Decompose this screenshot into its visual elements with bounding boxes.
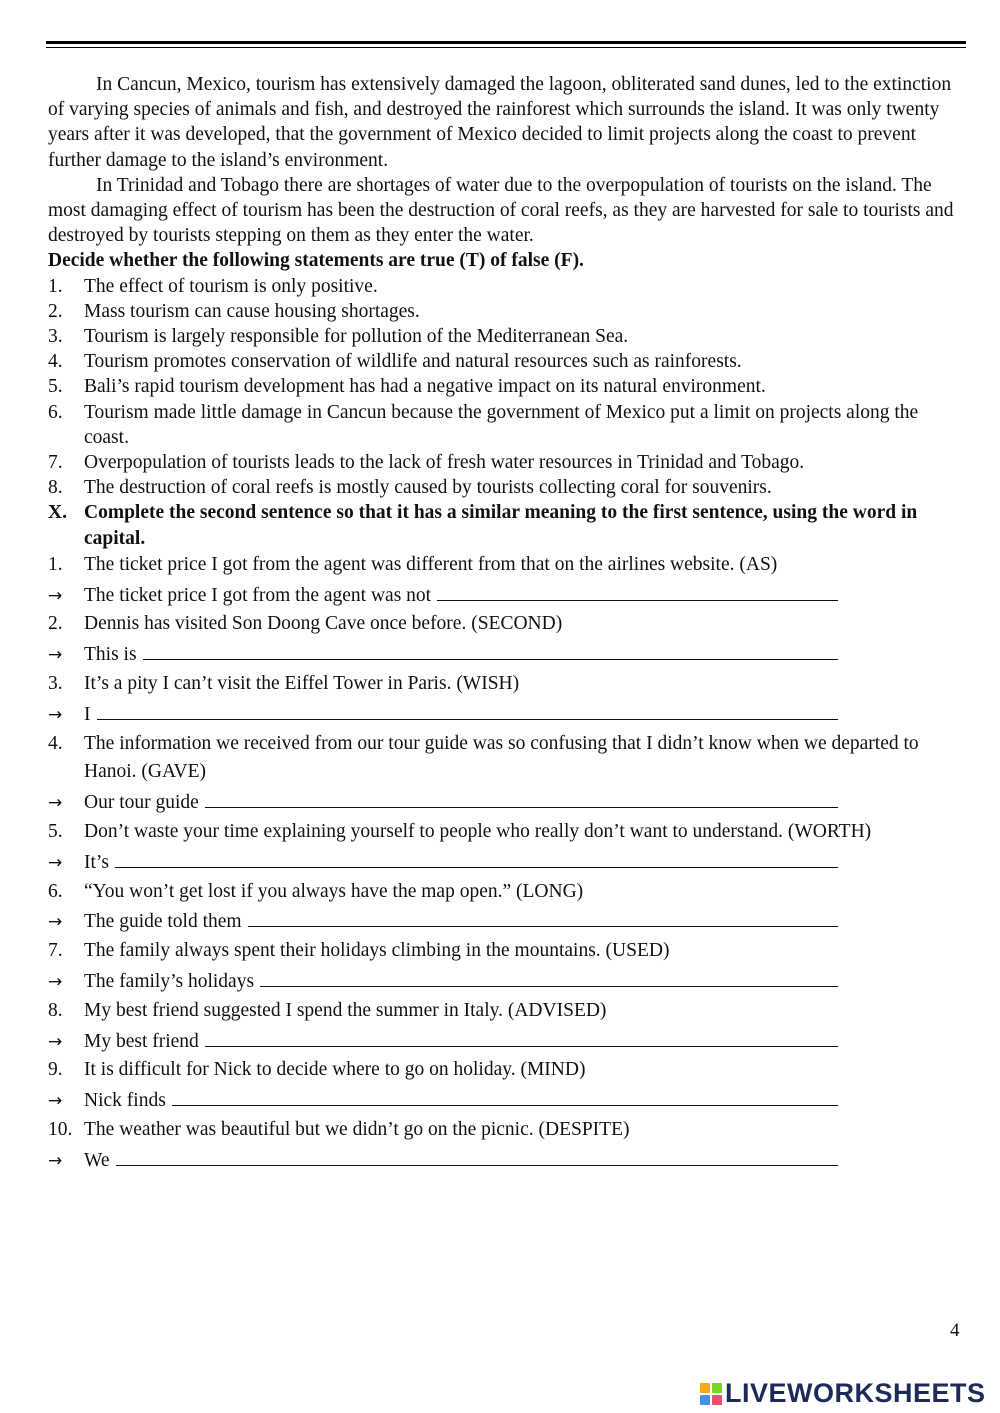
arrow-icon: → bbox=[48, 972, 63, 993]
rewrite-number: 9. bbox=[48, 1059, 63, 1081]
answer-prompt: I bbox=[84, 703, 91, 725]
paragraph-trinidad: In Trinidad and Tobago there are shortages of water due to the overpopulation of tourists on the island. The most damaging effect of tourism has been the destruction of coral reefs, as they are harvested for sale to tourists and destroyed by tourists stepping on them as they enter the water. bbox=[48, 174, 954, 247]
tf-statement bbox=[48, 400, 964, 450]
answer-prompt: The ticket price I got from the agent was not bbox=[84, 584, 432, 606]
rewrite-answer-line bbox=[48, 1145, 838, 1176]
rewrite-item bbox=[48, 937, 964, 966]
answer-prompt: This is bbox=[84, 644, 137, 666]
logo-text: LIVEWORKSHEETS bbox=[725, 1378, 986, 1408]
statement-number: 6. bbox=[48, 401, 63, 423]
rewrite-answer-line bbox=[48, 699, 838, 730]
paragraph-cancun: In Cancun, Mexico, tourism has extensively damaged the lagoon, obliterated sand dunes, led to the extinction of varying species of animals and fish, and destroyed the rainforest which surrounds the island. It was only twenty years after it was developed, that the government of Mexico decided to limit projects along the coast to prevent further damage to the island’s environment. bbox=[48, 74, 952, 171]
tf-statement-list bbox=[48, 274, 964, 501]
statement-number: 5. bbox=[48, 376, 63, 398]
answer-prompt: The guide told them bbox=[84, 911, 242, 933]
answer-blank[interactable] bbox=[143, 639, 838, 660]
rewrite-number: 7. bbox=[48, 940, 63, 962]
answer-prompt: Nick finds bbox=[84, 1090, 166, 1112]
arrow-icon: → bbox=[48, 645, 63, 666]
rewrite-item bbox=[48, 818, 964, 847]
rewrite-answer-line bbox=[48, 906, 838, 937]
answer-blank[interactable] bbox=[260, 966, 838, 987]
statement-text: Bali’s rapid tourism development has had a negative impact on its natural environment. bbox=[84, 376, 766, 398]
arrow-icon: → bbox=[48, 852, 63, 873]
statement-text: Tourism promotes conservation of wildlife and natural resources such as rainforests. bbox=[84, 351, 742, 373]
statement-number: 2. bbox=[48, 300, 63, 322]
answer-blank[interactable] bbox=[205, 787, 838, 808]
arrow-icon: → bbox=[48, 1091, 63, 1112]
rewrite-number: 1. bbox=[48, 553, 63, 575]
rewrite-answer-line bbox=[48, 847, 838, 878]
page-number: 4 bbox=[950, 1320, 960, 1341]
rewrite-sentence: Dennis has visited Son Doong Cave once before. (SECOND) bbox=[84, 613, 563, 635]
rewrite-sentence: It’s a pity I can’t visit the Eiffel Tower in Paris. (WISH) bbox=[84, 673, 520, 695]
tf-statement bbox=[48, 450, 964, 475]
rewrite-answer-line bbox=[48, 1085, 838, 1116]
arrow-icon: → bbox=[48, 1031, 63, 1052]
answer-blank[interactable] bbox=[97, 699, 839, 720]
statement-number: 1. bbox=[48, 275, 63, 297]
rewrite-item-list bbox=[48, 551, 964, 1176]
rewrite-heading bbox=[48, 500, 964, 550]
tf-statement bbox=[48, 475, 964, 500]
statement-number: 8. bbox=[48, 477, 63, 499]
answer-prompt: The family’s holidays bbox=[84, 971, 255, 993]
rewrite-number: 6. bbox=[48, 880, 63, 902]
rewrite-sentence: Don’t waste your time explaining yourself to people who really don’t want to understand. (WORTH) bbox=[84, 821, 872, 843]
answer-blank[interactable] bbox=[115, 847, 838, 868]
arrow-icon: → bbox=[48, 704, 63, 725]
rewrite-number: 4. bbox=[48, 732, 63, 754]
answer-blank[interactable] bbox=[437, 580, 838, 601]
rewrite-heading-text: Complete the second sentence so that it has a similar meaning to the first sentence, using the word in capital. bbox=[84, 502, 918, 549]
answer-blank[interactable] bbox=[205, 1026, 838, 1047]
arrow-icon: → bbox=[48, 912, 63, 933]
liveworksheets-logo bbox=[700, 1378, 986, 1409]
worksheet-content bbox=[48, 72, 964, 1176]
statement-text: The effect of tourism is only positive. bbox=[84, 275, 378, 297]
tf-heading: Decide whether the following statements are true (T) of false (F). bbox=[48, 250, 584, 272]
statement-text: Overpopulation of tourists leads to the lack of fresh water resources in Trinidad and Tobago. bbox=[84, 452, 805, 474]
rewrite-item bbox=[48, 730, 964, 788]
rewrite-sentence: The family always spent their holidays climbing in the mountains. (USED) bbox=[84, 940, 670, 962]
answer-blank[interactable] bbox=[116, 1145, 839, 1166]
top-rule-thin bbox=[46, 47, 966, 48]
rewrite-answer-line bbox=[48, 1026, 838, 1057]
statement-number: 7. bbox=[48, 452, 63, 474]
statement-text: The destruction of coral reefs is mostly caused by tourists collecting coral for souvenirs. bbox=[84, 477, 772, 499]
answer-prompt: It’s bbox=[84, 851, 109, 873]
rewrite-item bbox=[48, 878, 964, 907]
tf-statement bbox=[48, 274, 964, 299]
arrow-icon: → bbox=[48, 585, 63, 606]
rewrite-item bbox=[48, 1056, 964, 1085]
statement-text: Mass tourism can cause housing shortages. bbox=[84, 300, 420, 322]
tf-statement bbox=[48, 349, 964, 374]
rewrite-item bbox=[48, 1116, 964, 1145]
rewrite-sentence: My best friend suggested I spend the summer in Italy. (ADVISED) bbox=[84, 999, 607, 1021]
arrow-icon: → bbox=[48, 1150, 63, 1171]
logo-icon bbox=[700, 1383, 722, 1405]
rewrite-answer-line bbox=[48, 966, 838, 997]
tf-statement bbox=[48, 374, 964, 399]
rewrite-item bbox=[48, 997, 964, 1026]
answer-prompt: My best friend bbox=[84, 1030, 199, 1052]
statement-number: 3. bbox=[48, 326, 63, 348]
answer-prompt: We bbox=[84, 1149, 110, 1171]
answer-blank[interactable] bbox=[172, 1085, 838, 1106]
section-number: X. bbox=[48, 502, 67, 524]
rewrite-answer-line bbox=[48, 787, 838, 818]
rewrite-answer-line bbox=[48, 639, 838, 670]
rewrite-number: 3. bbox=[48, 673, 63, 695]
tf-statement bbox=[48, 299, 964, 324]
rewrite-sentence: It is difficult for Nick to decide where to go on holiday. (MIND) bbox=[84, 1059, 586, 1081]
top-rule-thick bbox=[46, 41, 966, 44]
rewrite-item bbox=[48, 670, 964, 699]
tf-statement bbox=[48, 324, 964, 349]
answer-prompt: Our tour guide bbox=[84, 792, 199, 814]
arrow-icon: → bbox=[48, 793, 63, 814]
rewrite-number: 5. bbox=[48, 821, 63, 843]
rewrite-sentence: “You won’t get lost if you always have the map open.” (LONG) bbox=[84, 880, 584, 902]
rewrite-number: 2. bbox=[48, 613, 63, 635]
statement-number: 4. bbox=[48, 351, 63, 373]
statement-text: Tourism made little damage in Cancun because the government of Mexico put a limit on projects along the coast. bbox=[84, 401, 919, 448]
rewrite-answer-line bbox=[48, 580, 838, 611]
rewrite-item bbox=[48, 610, 964, 639]
rewrite-sentence: The ticket price I got from the agent was different from that on the airlines website. (AS) bbox=[84, 553, 778, 575]
rewrite-number: 10. bbox=[48, 1119, 73, 1140]
rewrite-number: 8. bbox=[48, 999, 63, 1021]
rewrite-sentence: The information we received from our tour guide was so confusing that I didn’t know when we departed to Hanoi. (GAVE) bbox=[84, 732, 919, 783]
answer-blank[interactable] bbox=[248, 906, 838, 927]
rewrite-sentence: The weather was beautiful but we didn’t go on the picnic. (DESPITE) bbox=[84, 1119, 630, 1140]
rewrite-item bbox=[48, 551, 964, 580]
statement-text: Tourism is largely responsible for pollution of the Mediterranean Sea. bbox=[84, 326, 629, 348]
